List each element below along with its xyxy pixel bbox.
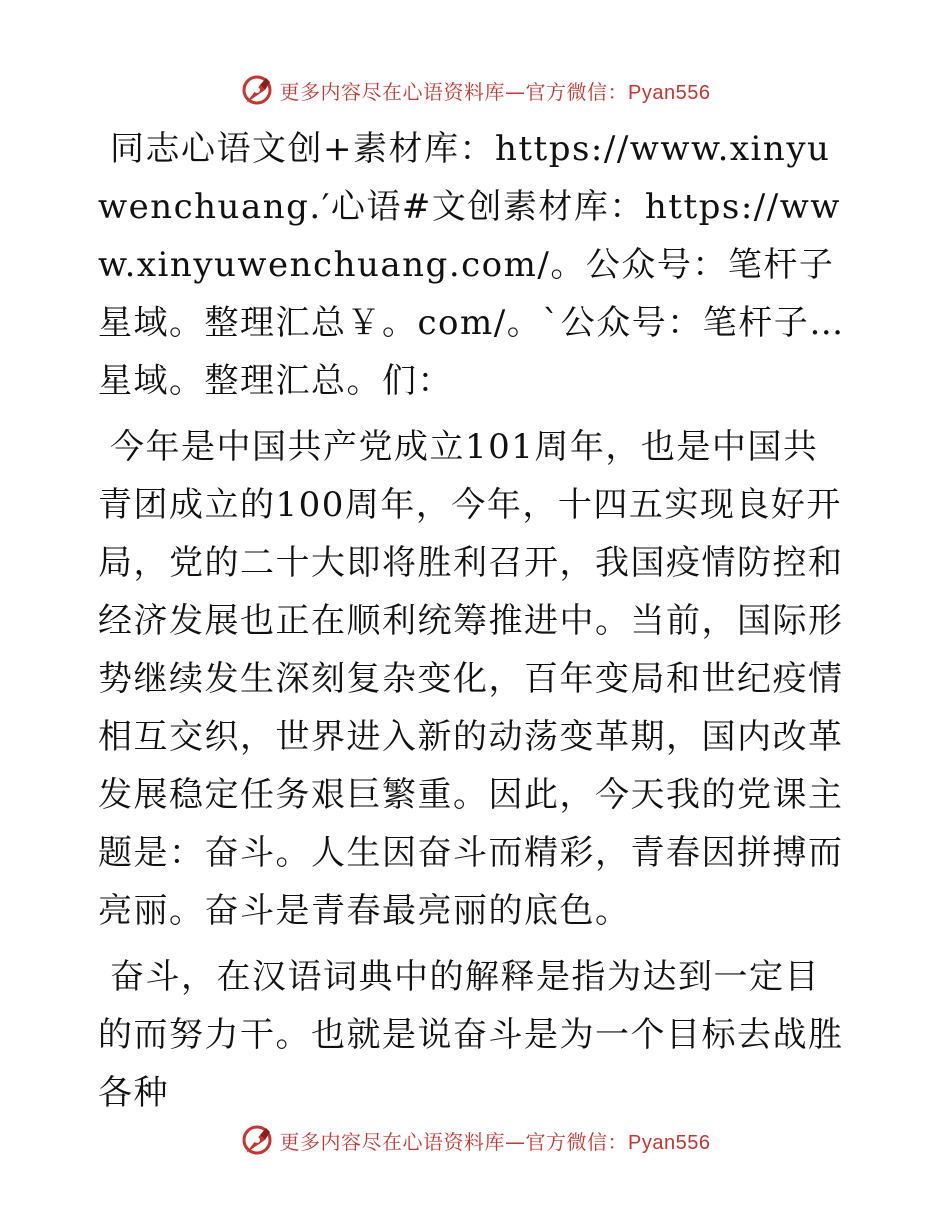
header-banner-text [280,76,711,105]
paragraph-2: 今年是中国共产党成立101周年，也是中国共青团成立的100周年，今年，十四五实现良好开局，党的二十大即将胜利召开，我国疫情防控和经济发展也正在顺利统筹推进中。当前，国际形势继续发生深刻复杂变化，百年变局和世纪疫情相互交织，世界进入新的动荡变革期，国内改革发展稳定任务艰巨繁重。因此，今天我的党课主题是：奋斗。人生因奋斗而精彩，青春因拼搏而亮丽。奋斗是青春最亮丽的底色。 [98,427,844,931]
banner-separator: — [505,1129,526,1154]
banner-contact-label: 官方微信： [525,79,629,104]
pen-logo-icon [240,73,274,107]
banner-handle: Pyan556 [628,1131,711,1154]
footer-banner [0,1120,950,1160]
document-body [98,120,850,1130]
banner-handle: Pyan556 [628,81,711,104]
banner-title: 更多内容尽在心语资料库 [279,1129,506,1154]
banner-title: 更多内容尽在心语资料库 [279,79,506,104]
paragraph-3: 奋斗，在汉语词典中的解释是指为达到一定目的而努力干。也就是说奋斗是为一个目标去战胜各种 [98,957,844,1113]
pen-logo-icon [240,1123,274,1157]
header-banner [0,70,950,110]
banner-contact-label: 官方微信： [525,1129,629,1154]
banner-separator: — [505,79,526,104]
paragraph-1: 同志心语文创+素材库：https://www.xinyuwenchuang.′心语#文创素材库：https://www.xinyuwenchuang.com/。公众号：笔杆子星域。整理汇总￥。com/。`公众号：笔杆子…星域。整理汇总。们： [98,129,845,401]
footer-banner-text [280,1126,711,1155]
